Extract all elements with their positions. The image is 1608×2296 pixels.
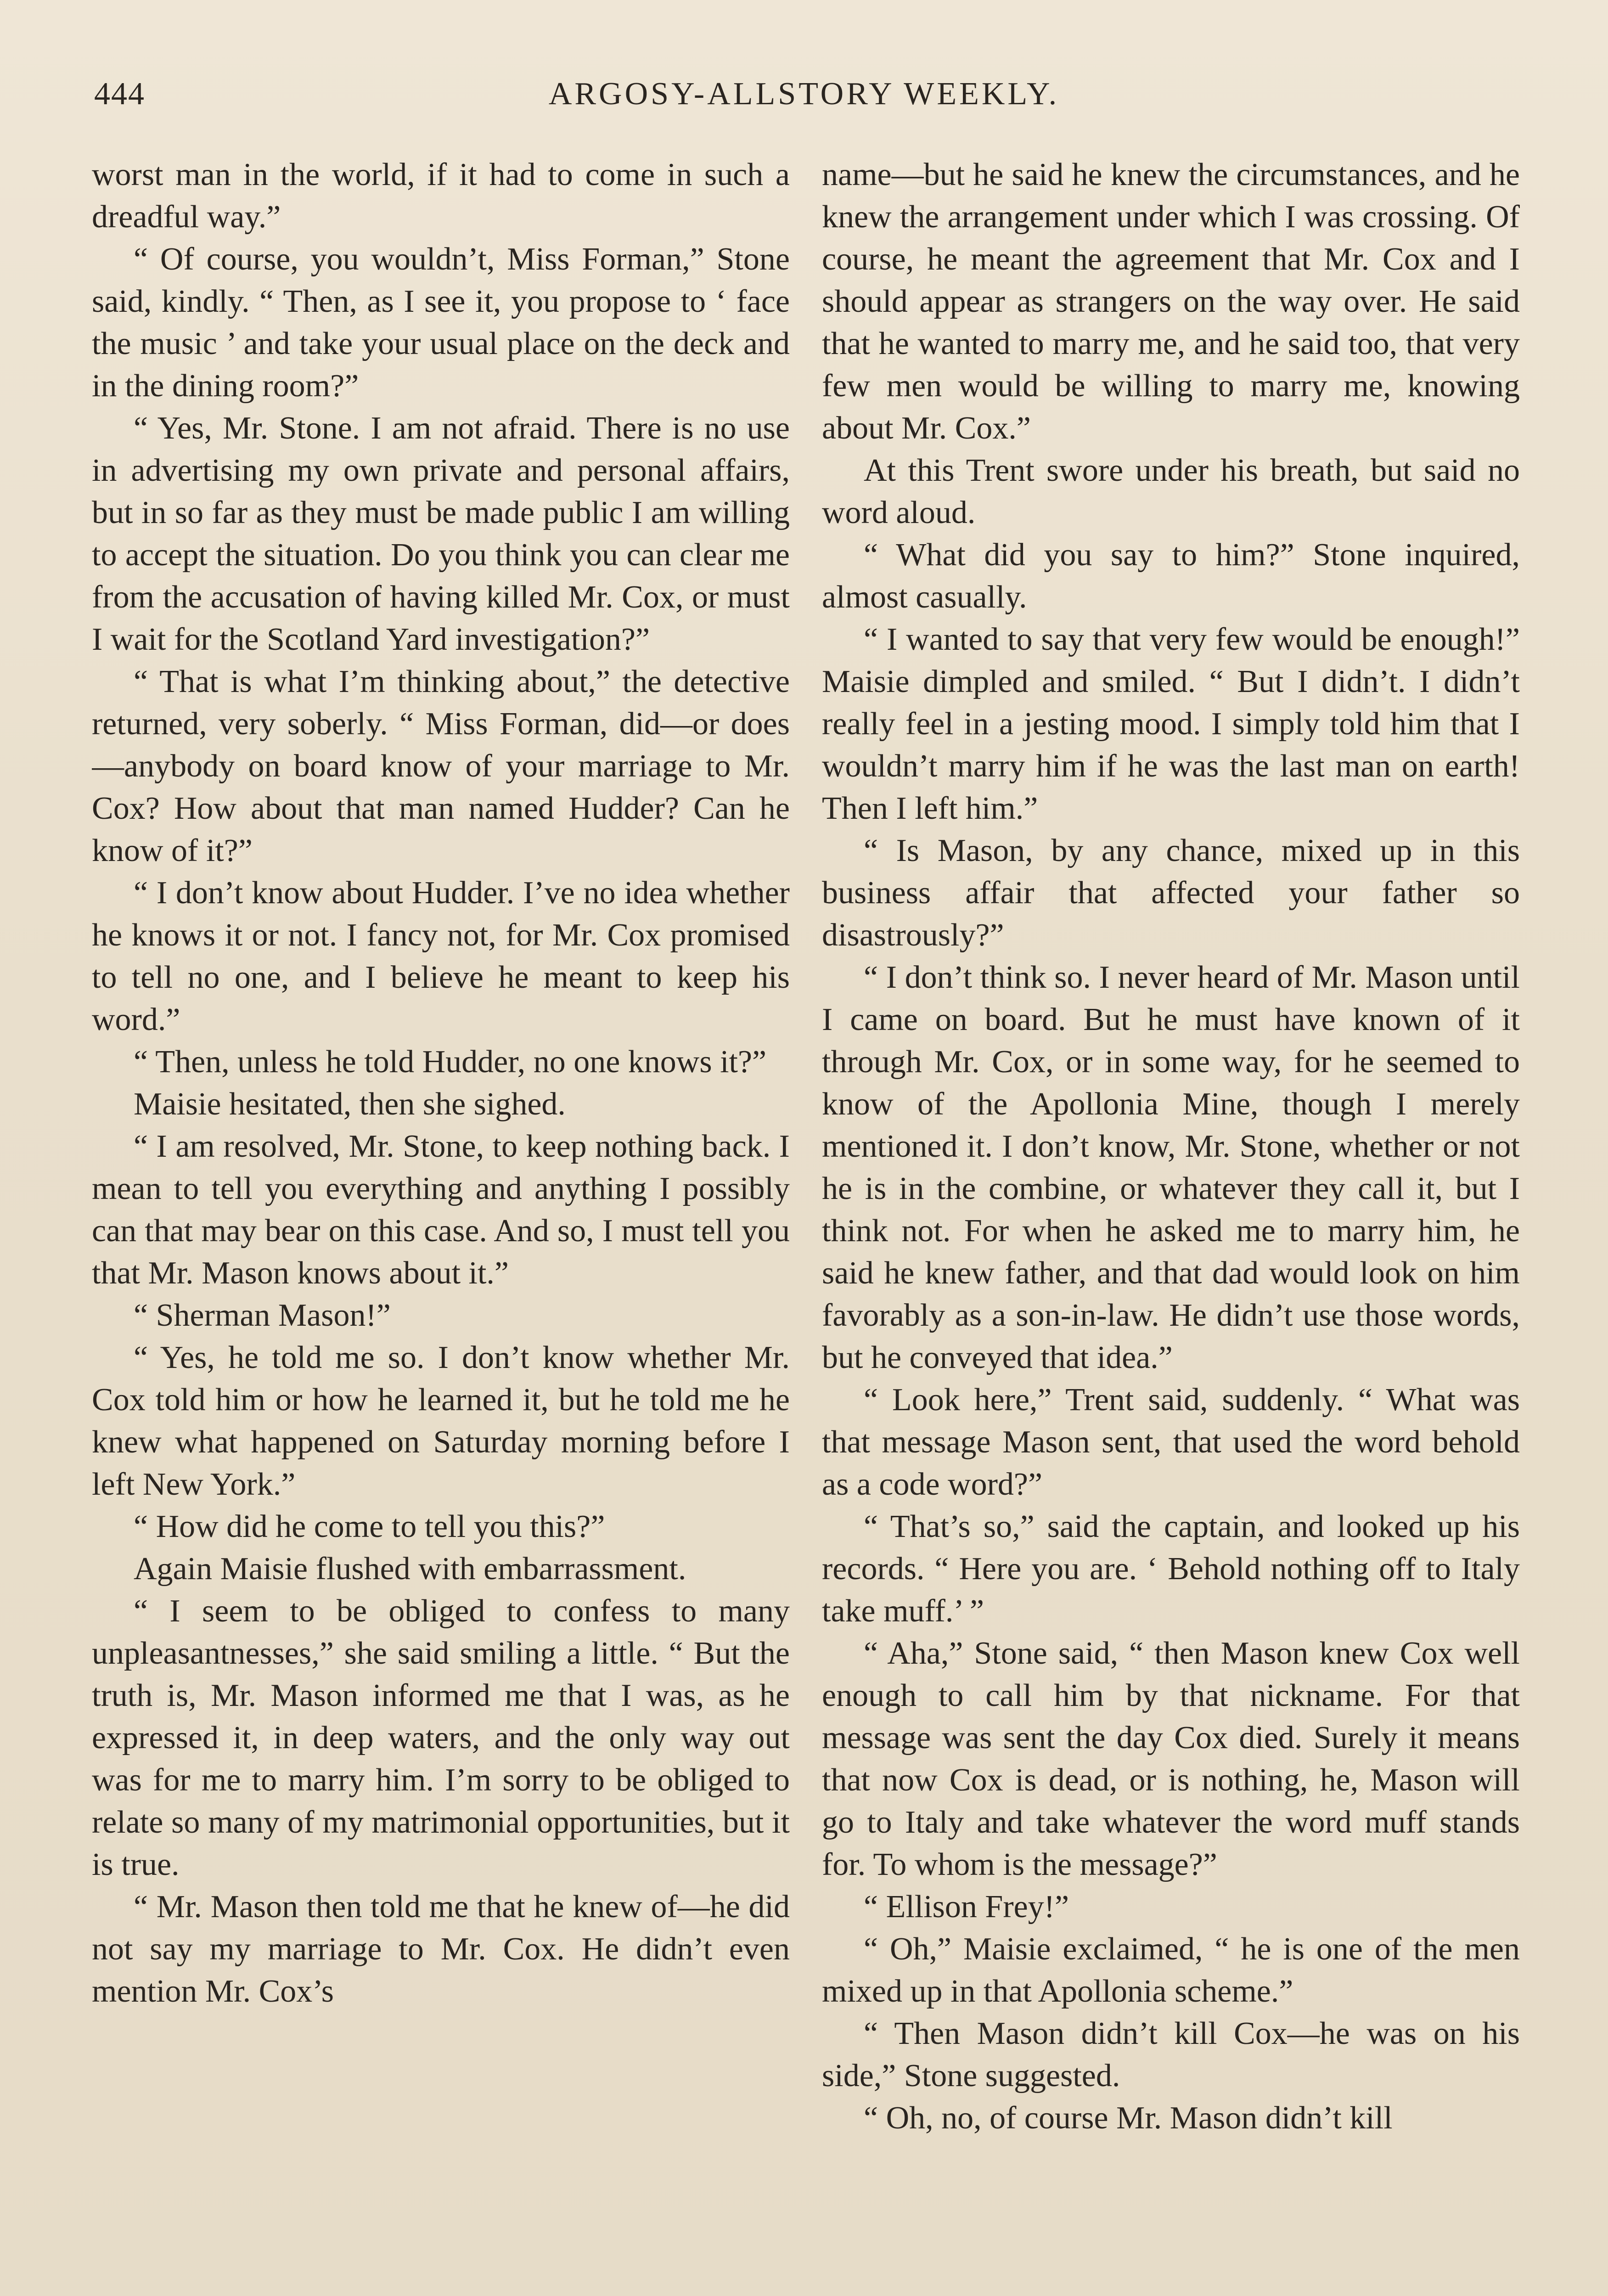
paragraph: “ I don’t think so. I never heard of Mr. Mason until I came on board. But he must have known of it through Mr. Cox, or in some way, for he seemed to know of the Apollonia Mine, though I merely mentioned it. I don’t know, Mr. Stone, whether or not he is in the combine, or whatever they call it, but I think not. For when he asked me to marry him, he said he knew father, and that dad would look on him favorably as a son-in-law. He didn’t use those words, but he conveyed that idea.” bbox=[822, 960, 1520, 1375]
paragraph: “ That’s so,” said the captain, and looked up his records. “ Here you are. ‘ Behold nothing off to Italy take muff.’ ” bbox=[822, 1509, 1520, 1629]
paragraph: “ I don’t know about Hudder. I’ve no idea whether he knows it or not. I fancy not, for Mr. Cox promised to tell no one, and I believe he meant to keep his word.” bbox=[92, 875, 790, 1037]
paragraph: “ I am resolved, Mr. Stone, to keep nothing back. I mean to tell you everything and anything I possibly can that may bear on this case. And so, I must tell you that Mr. Mason knows about it.” bbox=[92, 1129, 790, 1291]
paragraph: “ Is Mason, by any chance, mixed up in this business affair that affected your father so disastrously?” bbox=[822, 833, 1520, 953]
paragraph: “ Mr. Mason then told me that he knew of—he did not say my marriage to Mr. Cox. He didn’t even mention Mr. Cox’s bbox=[92, 1889, 790, 2009]
paragraph: name—but he said he knew the circumstances, and he knew the arrangement under which I was crossing. Of course, he meant the agreement that Mr. Cox and I should appear as strangers on the way over. He said that he wanted to marry me, and he said too, that very few men would be willing to marry me, knowing about Mr. Cox.” bbox=[822, 157, 1520, 446]
paragraph: “ Aha,” Stone said, “ then Mason knew Cox well enough to call him by that nickname. For that message was sent the day Cox died. Surely it means that now Cox is dead, or is nothing, he, Mason will go to Italy and take whatever the word muff stands for. To whom is the message?” bbox=[822, 1636, 1520, 1882]
paragraph: “ Oh, no, of course Mr. Mason didn’t kill bbox=[864, 2100, 1393, 2136]
paragraph: “ Yes, he told me so. I don’t know whether Mr. Cox told him or how he learned it, but he told me he knew what happened on Saturday morning before I left New York.” bbox=[92, 1340, 790, 1502]
left-column bbox=[92, 154, 790, 2296]
paragraph: “ Then, unless he told Hudder, no one knows it?” bbox=[134, 1044, 767, 1080]
text-columns bbox=[92, 154, 1520, 2296]
paragraph: worst man in the world, if it had to come in such a dreadful way.” bbox=[92, 157, 790, 235]
paragraph: Again Maisie flushed with embarrassment. bbox=[134, 1551, 686, 1587]
paragraph: “ Ellison Frey!” bbox=[864, 1889, 1069, 1925]
paragraph: “ Of course, you wouldn’t, Miss Forman,” Stone said, kindly. “ Then, as I see it, you propose to ‘ face the music ’ and take your usual place on the deck and in the dining room?” bbox=[92, 242, 790, 404]
paragraph: “ I wanted to say that very few would be enough!” Maisie dimpled and smiled. “ But I didn’t. I didn’t really feel in a jesting mood. I simply told him that I wouldn’t marry him if he was the last man on earth! Then I left him.” bbox=[822, 622, 1520, 826]
paragraph: “ That is what I’m thinking about,” the detective returned, very soberly. “ Miss Forman, did—or does—anybody on board know of your marriage to Mr. Cox? How about that man named Hudder? Can he know of it?” bbox=[92, 664, 790, 868]
paragraph: “ What did you say to him?” Stone inquired, almost casually. bbox=[822, 537, 1520, 615]
paragraph: “ I seem to be obliged to confess to many unpleasantnesses,” she said smiling a little. “ But the truth is, Mr. Mason informed me that I was, as he expressed it, in deep waters, and the only way out was for me to marry him. I’m sorry to be obliged to relate so many of my matrimonial opportunities, but it is true. bbox=[92, 1593, 790, 1882]
page-header bbox=[94, 69, 1514, 119]
paragraph: “ Oh,” Maisie exclaimed, “ he is one of the men mixed up in that Apollonia scheme.” bbox=[822, 1931, 1520, 2009]
paragraph: At this Trent swore under his breath, but said no word aloud. bbox=[822, 453, 1520, 530]
paragraph: “ Then Mason didn’t kill Cox—he was on his side,” Stone suggested. bbox=[822, 2016, 1520, 2093]
running-title: ARGOSY-ALLSTORY WEEKLY. bbox=[548, 76, 1060, 112]
page-number: 444 bbox=[94, 76, 145, 112]
right-column bbox=[822, 154, 1520, 2296]
paragraph: “ Look here,” Trent said, suddenly. “ What was that message Mason sent, that used the word behold as a code word?” bbox=[822, 1382, 1520, 1502]
paragraph: “ Yes, Mr. Stone. I am not afraid. There is no use in advertising my own private and personal affairs, but in so far as they must be made public I am willing to accept the situation. Do you think you can clear me from the accusation of having killed Mr. Cox, or must I wait for the Scotland Yard investigation?” bbox=[92, 411, 790, 657]
paragraph: “ How did he come to tell you this?” bbox=[134, 1509, 605, 1544]
paragraph: Maisie hesitated, then she sighed. bbox=[134, 1086, 566, 1122]
paragraph: “ Sherman Mason!” bbox=[134, 1298, 391, 1333]
